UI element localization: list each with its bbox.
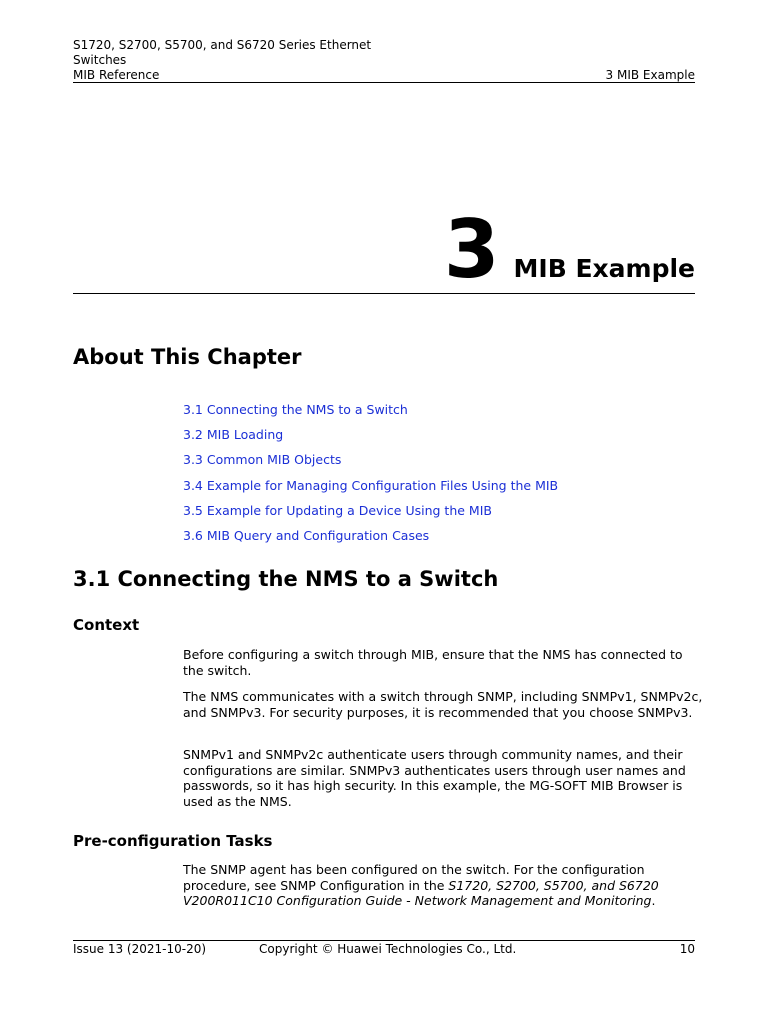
chapter-divider — [73, 293, 695, 294]
context-paragraph-2: The NMS communicates with a switch through SNMP, including SNMPv1, SNMPv2c, and SNMPv3. For security purposes, it is recommended that you choose SNMPv3. — [183, 689, 703, 720]
toc-item — [183, 452, 558, 477]
toc-item — [183, 528, 558, 553]
context-heading: Context — [73, 616, 140, 634]
footer-divider — [73, 940, 695, 941]
toc-link-3-2[interactable]: 3.2 MIB Loading — [183, 427, 284, 443]
toc-link-3-1[interactable]: 3.1 Connecting the NMS to a Switch — [183, 402, 408, 417]
header-doc-title-line2: Switches — [73, 53, 127, 67]
toc-link-3-3[interactable]: 3.3 Common MIB Objects — [183, 452, 342, 468]
header-doc-title-line3: MIB Reference — [73, 68, 160, 82]
footer-copyright: Copyright © Huawei Technologies Co., Ltd. — [259, 942, 517, 956]
chapter-toc — [183, 402, 558, 553]
toc-item — [183, 503, 558, 528]
toc-item — [183, 402, 558, 427]
preconfig-text-end: . — [651, 893, 656, 908]
chapter-number: 3 — [443, 203, 500, 296]
header-chapter-ref: 3 MIB Example — [605, 68, 695, 82]
header-doc-title-line1: S1720, S2700, S5700, and S6720 Series Ethernet — [73, 38, 372, 52]
preconfig-text: The SNMP agent has been configured on the switch. For the configuration procedure, see SNMP Configuration in the — [183, 862, 645, 893]
preconfig-paragraph — [183, 862, 703, 909]
context-paragraph-1: Before configuring a switch through MIB, ensure that the NMS has connected to the switch. — [183, 647, 683, 678]
preconfig-heading: Pre-configuration Tasks — [73, 832, 273, 850]
toc-link-3-5[interactable]: 3.5 Example for Updating a Device Using the MIB — [183, 502, 492, 518]
running-header-title — [73, 38, 393, 83]
about-heading: About This Chapter — [73, 345, 302, 369]
toc-link-3-6[interactable]: 3.6 MIB Query and Configuration Cases — [183, 527, 430, 543]
header-divider — [73, 82, 695, 83]
footer-page-number: 10 — [679, 942, 695, 956]
toc-item — [183, 478, 558, 503]
guide-reference: S1720, S2700, S5700, and S6720 V200R011C10 Configuration Guide - Network Management and Monitoring — [183, 877, 659, 908]
toc-item — [183, 427, 558, 452]
chapter-title: MIB Example — [513, 254, 695, 283]
chapter-heading — [443, 203, 695, 296]
footer-issue: Issue 13 (2021-10-20) — [73, 942, 207, 956]
section-title: 3.1 Connecting the NMS to a Switch — [73, 567, 499, 591]
context-paragraph-3: SNMPv1 and SNMPv2c authenticate users through community names, and their configurations are similar. SNMPv3 authenticates users through user names and passwords, so it has high security. In this example, the MG-SOFT MIB Browser is used as the NMS. — [183, 747, 686, 809]
toc-link-3-4[interactable]: 3.4 Example for Managing Configuration Files Using the MIB — [183, 477, 559, 493]
